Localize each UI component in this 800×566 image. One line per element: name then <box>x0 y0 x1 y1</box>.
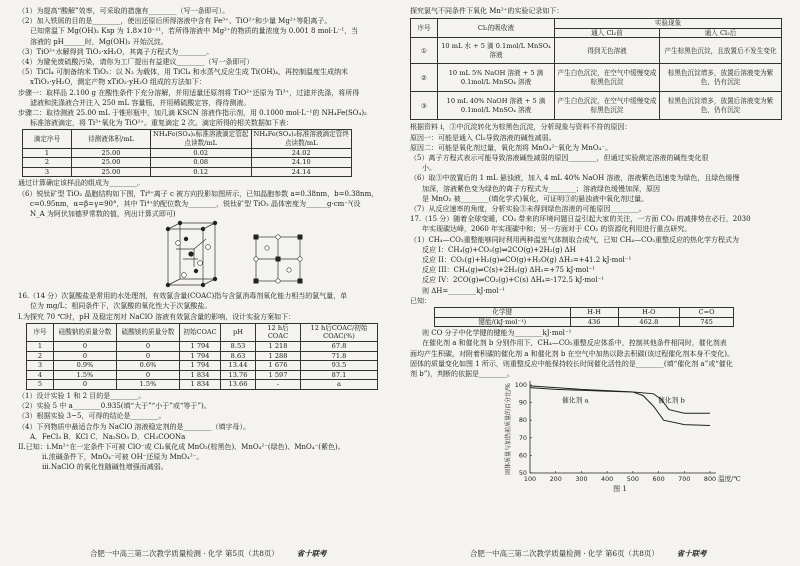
s4-options: A．FeCl₃ B．KCl C．Na₂SO₃ D．CH₃COONa <box>30 432 186 441</box>
table-cell: ② <box>411 64 438 92</box>
reaction-3: 反应 III：CH₄(g)⇌C(s)+2H₂(g) ΔH₃=+75 kJ·mol⁻¹ <box>422 266 596 275</box>
y-tick-label: 50 <box>518 469 527 478</box>
chlorine-header: 通入 Cl₂前 <box>555 28 660 38</box>
table-cell: 462.8 <box>618 317 679 327</box>
table-cell: 71.8 <box>301 351 378 361</box>
r8-text: 是 MnO₂ 被________(填化学式)氧化，可证明③的悬浊液中氧化剂过量。 <box>422 194 649 203</box>
table-cell: 3 <box>23 167 72 177</box>
table-cell: 1.5% <box>117 380 180 390</box>
table-row <box>27 370 378 380</box>
table-cell: 0 <box>54 351 117 361</box>
titration-table <box>22 129 352 177</box>
step2-text-b: 标准溶液滴定，将 Ti³⁺氧化为 TiO²⁺。重复滴定 2 次。滴定所得的相关数据如下表： <box>30 119 293 128</box>
p3-text: 固体的质量变化如图 1 所示，则重整反应中能保持较长时间催化活性的是________(填“催化剂 a”或“催化 <box>410 359 733 368</box>
p1-text: 在催化剂 a 和催化剂 b 分别作用下，CH₄—CO₂重整反应体系中，控制其他条件相同时，催化剂表 <box>422 339 727 348</box>
chlorine-header: Cl₂的吸收液 <box>438 19 555 38</box>
table-cell: 24.14 <box>251 167 352 177</box>
q2-text-c: 溶液的 pH______时，Mg(OH)₂ 开始沉淀。 <box>30 37 168 46</box>
table-cell: 0.9% <box>54 361 117 371</box>
table-cell: 436 <box>570 317 618 327</box>
table-cell: 24.02 <box>251 148 352 158</box>
q5-text-b: xTiO₂·yH₂O，测定产物 xTiO₂·yH₂O 组成的方法如下： <box>30 78 206 87</box>
table-row <box>411 64 782 92</box>
x-tick-label: 600 <box>652 475 665 484</box>
chlorine-table <box>410 18 782 120</box>
q1-text: （1）为提高“酸解”效率，可采取的措施有________（写一条即可）。 <box>18 7 230 15</box>
y-tick-label: 70 <box>518 434 527 443</box>
table-cell: 1 218 <box>256 342 301 352</box>
r9-text: （7）从反应速率的角度，分析实验③未得到绿色溶液的可能原因________。 <box>410 205 646 214</box>
table-cell: 10 mL 40% NaOH 溶液 + 5 滴 0.1mol/L MnSO₄ 溶液 <box>438 92 555 120</box>
table-cell: 745 <box>680 317 734 327</box>
chlorine-header: 序号 <box>411 19 438 38</box>
table-row <box>27 361 378 371</box>
r4-text: （5）离子方程式表示可能导致溶液碱性减弱的原因________，但通过实验测定溶液的碱性变化很 <box>410 154 709 162</box>
table-cell: 棕黑色沉淀增多，放置后溶液变为紫色，仍有沉淀 <box>660 64 782 92</box>
table-cell: - <box>256 380 301 390</box>
table-cell: 13.76 <box>221 370 256 380</box>
table-cell: 25.00 <box>72 148 151 158</box>
table-cell: 1 288 <box>256 351 301 361</box>
table-cell: 67.8 <box>301 342 378 352</box>
chlorine-header: 实验现象 <box>555 19 782 29</box>
table-cell: 1 794 <box>180 342 221 352</box>
table-cell: 0.08 <box>151 158 252 168</box>
x-axis-label: 温度/℃ <box>718 475 741 484</box>
left-footer-text: 合肥一中高三第二次教学质量检测 · 化学 第5页（共8页） <box>90 549 279 558</box>
brand-logo: 省十联考 <box>676 549 707 558</box>
bond-header: C=O <box>680 308 734 318</box>
table-row <box>23 167 352 177</box>
table-cell: 1 597 <box>256 370 301 380</box>
table-row <box>27 342 378 352</box>
known-label: 已知： <box>410 296 431 305</box>
r1-text: 根据资料 i，③中沉淀转化为棕黑色沉淀，分析现象与资料不符的原因： <box>410 123 632 132</box>
q2-text: （2）加入铁屑的目的是________，使出还原后所得溶液中含有 Fe³⁺、TiO²⁺和少量 Mg²⁺等阳离子。 <box>18 17 332 26</box>
q2-text-b: 已知常温下 Mg(OH)₂ Ksp 为 1.8×10⁻¹¹，若所得溶液中 Mg²⁺的物质的量浓度为 0.001 8 mol·L⁻¹，当 <box>30 27 359 36</box>
table-row <box>27 380 378 390</box>
table-cell: 0 <box>117 370 180 380</box>
x-tick-label: 700 <box>678 475 691 484</box>
table-cell: 0 <box>117 351 180 361</box>
stabilizer-header: 12 h后COAC/初始COAC(%) <box>301 323 378 341</box>
table-cell: 键能/(kJ·mol⁻¹) <box>435 317 571 327</box>
table-row <box>435 317 734 327</box>
reaction-2: 反应 II：CO₂(g)+H₂(g)⇌CO(g)+H₂O(g) ΔH₂=+41.2 kJ·mol⁻¹ <box>422 256 632 265</box>
q17-text-c: （1）CH₄—CO₂重整能够同时利用两种温室气体制取合成气，已知 CH₄—CO₂重整反应的热化学方程式为 <box>410 235 740 244</box>
step1-text: 步骤一：取样品 2.100 g 在酸性条件下充分溶解，并用适量还原剂将 TiO²⁺还原为 Ti³⁺，过滤并洗涤，将所得 <box>18 88 360 97</box>
table-cell: 1 794 <box>180 361 221 371</box>
step1-text-b: 滤液和洗涤液合并注入 250 mL 容量瓶，并用稀硫酸定容，得待测液。 <box>30 98 251 107</box>
chart-series <box>530 386 710 426</box>
step2-text: 步骤二：取待测液 25.00 mL 于锥形瓶中，加几滴 KSCN 溶液作指示剂，用 0.1000 mol·L⁻¹的 NH₄Fe(SO₄)₂ <box>18 109 367 118</box>
table-cell: 93.5 <box>301 361 378 371</box>
y-tick-label: 80 <box>518 416 527 425</box>
table-cell: 24.10 <box>251 158 352 168</box>
table-cell: 产生棕黑色沉淀，且放置后不发生变化 <box>660 38 782 64</box>
stabilizer-table <box>26 323 378 390</box>
r3-text: 原因二：可能是氧化剂过量，氧化剂将 MnO₄²⁻氧化为 MnO₄⁻。 <box>410 143 613 152</box>
series-label-b: 催化剂 b <box>658 396 685 405</box>
ii3-text: iii.NaClO 的氧化性随碱性增强而减弱。 <box>42 463 168 472</box>
q5-text: （5）TiCl₄ 可制备纳米 TiO₂：以 N₂ 为载体，用 TiCl₄ 和水蒸气反应生成 Ti(OH)₄，再控制温度生成纳米 <box>18 68 349 77</box>
r2-text: 原因一：可能是通入 Cl₂导致溶液的碱性减弱。 <box>410 133 556 142</box>
right-footer <box>470 548 706 559</box>
x-tick-label: 300 <box>575 475 588 484</box>
table-row <box>411 92 782 120</box>
s1-text: （1）设计实验 1 和 2 目的是________。 <box>18 391 146 400</box>
mn-intro: 探究氯气不同条件下氧化 Mn²⁺的实验记录如下： <box>410 7 564 15</box>
q3-text: （3）TiO²⁺水解得到 TiO₂·xH₂O，其离子方程式为________。 <box>18 47 214 56</box>
table-cell: 0.12 <box>151 167 252 177</box>
table-cell: 25.00 <box>72 167 151 177</box>
bond-header-row <box>435 308 734 318</box>
s4-text: （4）下列物质中最适合作为 NaClO 溶液稳定剂的是________（填字母）。 <box>18 422 251 431</box>
bond-header: H-H <box>570 308 618 318</box>
x-tick-label: 200 <box>549 475 562 484</box>
q6-text: （6）锐钛矿型 TiO₂ 晶胞结构如下图，Ti⁴⁺离子 c 被方向投影如图所示，已知晶胞参数 a=0.38nm，b=0.38nm， <box>18 189 379 198</box>
table-cell: 1 834 <box>180 380 221 390</box>
x-tick-label: 100 <box>523 475 537 484</box>
reaction-1: 反应 I：CH₄(g)+CO₂(g)⇌2CO(g)+2H₂(g) ΔH <box>422 245 576 254</box>
table-cell: 0 <box>54 380 117 390</box>
ii2-text: ii.浓碱条件下，MnO₄⁻可被 OH⁻还原为 MnO₄²⁻。 <box>42 453 204 462</box>
table-cell: 1 <box>27 342 54 352</box>
q16-text-b: 位为 mg/L；相同条件下，次氯酸的氧化性大于次氯酸盐。 <box>30 302 212 311</box>
x-tick-label: 500 <box>626 475 639 484</box>
table-cell: 87.1 <box>301 370 378 380</box>
bond-energy-table <box>434 307 734 327</box>
stabilizer-header: 初始COAC <box>180 323 221 341</box>
q17-text: 17.（15 分）随着全球变暖，CO₂ 带来的环境问题日益引起大家的关注，一方面 CO₂ 的减排势在必行，2030 <box>410 215 751 224</box>
table-cell: 13.44 <box>221 361 256 371</box>
chlorine-header-row <box>411 19 782 29</box>
table-cell: 10 mL 5% NaOH 溶液 + 5 滴 0.1mol/L MnSO₄ 溶液 <box>438 64 555 92</box>
y-tick-label: 90 <box>518 398 527 407</box>
table-cell: 1 834 <box>180 370 221 380</box>
ii1-text: II.已知：i.Mn²⁺在一定条件下可被 ClO⁻或 Cl₂氧化成 MnO₂(棕黑色)、MnO₄²⁻(绿色)、MnO₄⁻(紫色)。 <box>18 443 345 451</box>
p2-text: 面均产生积碳，对附着积碳的催化剂 a 和催化剂 b 在空气中加热以除去积碳(该过程催化剂本身不变化)。 <box>410 349 735 358</box>
table-cell: 4 <box>27 370 54 380</box>
x-tick-label: 400 <box>601 475 614 484</box>
y-tick-label: 100 <box>514 381 527 390</box>
table-cell: 得到无色溶液 <box>555 38 660 64</box>
mass-temperature-chart <box>410 379 784 497</box>
table-cell: 0.02 <box>151 148 252 158</box>
chart-labels <box>504 381 741 493</box>
table-cell: 0 <box>117 342 180 352</box>
left-page <box>18 6 390 473</box>
chart-axes <box>530 381 716 473</box>
table-cell: ③ <box>411 92 438 120</box>
q16-text-c: I.为探究 70 ℃时，pH 及稳定剂对 NaClO 溶液有效氯含量的影响，设计实验方案如下： <box>18 312 296 321</box>
table-cell: ① <box>411 38 438 64</box>
table-cell: 25.00 <box>72 158 151 168</box>
stabilizer-header: 序号 <box>27 323 54 341</box>
bond-header: 化学键 <box>435 308 571 318</box>
table-cell: 1 676 <box>256 361 301 371</box>
q17-text-b: 年实现碳达峰，2060 年实现碳中和；另一方面对于 CO₂ 的资源化利用进行重点研究。 <box>422 225 692 234</box>
r6-text: （6）取③中放置后的 1 mL 悬浊液，加入 4 mL 40% NaOH 溶液，溶液紫色迅速变为绿色，且绿色缓慢 <box>410 174 740 183</box>
table-cell: 5 <box>27 380 54 390</box>
table-cell: 8.53 <box>221 342 256 352</box>
y-tick-label: 60 <box>518 451 527 460</box>
table-cell: 1 <box>23 148 72 158</box>
q16-text: 16.（14 分）次氯酸盐是常用的水处理剂，有效氯含量(COAC)指与含氯消毒剂氧化能力相当的氯气量，单 <box>18 292 348 301</box>
table-cell: 2 <box>27 351 54 361</box>
titration-header: NH₄Fe(SO₄)₂标准溶液滴定管起点读数/mL <box>151 130 252 148</box>
p4-text: 剂 b”)，判断的依据是________。 <box>410 370 515 379</box>
table-row <box>27 351 378 361</box>
table-cell: 产生白色沉淀，在空气中缓慢变成棕黑色沉淀 <box>555 92 660 120</box>
table-cell: 13.66 <box>221 380 256 390</box>
titration-header: NH₄Fe(SO₄)₂标准溶液滴定管终点读数/mL <box>251 130 352 148</box>
table-cell: a <box>301 380 378 390</box>
co-bond-text: 则 CO 分子中化学键的键能为________kJ·mol⁻¹ <box>422 329 572 338</box>
right-footer-text: 合肥一中高三第二次教学质量检测 · 化学 第6页（共8页） <box>470 549 659 558</box>
table-cell: 3 <box>27 361 54 371</box>
left-footer <box>90 548 326 559</box>
table-cell: 2 <box>23 158 72 168</box>
table-cell: 1 794 <box>180 351 221 361</box>
s2-text: （2）实验 5 中 a________0.935(填“大于”“小于”或“等于”)。 <box>18 402 211 411</box>
q4-text: （4）为避免废硫酸污染，请你为工厂提出有益建议________（写一条即可） <box>18 58 254 67</box>
table-cell: 棕黑色沉淀增多，放置后溶液变为紫色，仍有沉淀 <box>660 92 782 120</box>
table-cell: 0.6% <box>117 361 180 371</box>
q6-text-b: c=0.95nm，α=β=γ=90°，其中 Ti⁴⁺的配位数为________，锐钛矿型 TiO₂ 晶体密度为______g·cm⁻³(设 <box>30 199 361 208</box>
x-tick-label: 800 <box>703 475 717 484</box>
titration-header-row <box>23 130 352 148</box>
table-row <box>23 158 352 168</box>
r7-text: 加深，溶液紫色变为绿色的离子方程式为________；溶液绿色缓慢加深，原因 <box>422 184 660 193</box>
table-cell: 产生白色沉淀，在空气中缓慢变成棕黑色沉淀 <box>555 64 660 92</box>
y-axis-label: 固体质量与加热前质量的百分比/% <box>505 383 512 476</box>
table-cell: 8.63 <box>221 351 256 361</box>
stabilizer-header: 硫酸镁的质量分数 <box>117 323 180 341</box>
r5-text: 小。 <box>422 164 436 173</box>
stabilizer-header: 12 h后COAC <box>256 323 301 341</box>
titration-header: 待测液体积/mL <box>72 130 151 148</box>
brand-logo: 省十联考 <box>296 549 327 558</box>
bond-header: H-O <box>618 308 679 318</box>
table-cell: 10 mL 水 + 5 滴 0.1mol/L MnSO₄ 溶液 <box>438 38 555 64</box>
right-page <box>410 6 784 497</box>
chart-title: 图 1 <box>613 485 627 494</box>
chlorine-header: 通入 Cl₂后 <box>660 28 782 38</box>
crystal-cell-figure <box>18 219 390 291</box>
table-row <box>23 148 352 158</box>
table-cell: 0 <box>54 342 117 352</box>
titration-header: 滴定序号 <box>23 130 72 148</box>
stabilizer-header: 硅酸钠的质量分数 <box>54 323 117 341</box>
q5c-text: 通过计算确定该样品的组成为________。 <box>18 179 144 188</box>
reaction-dh: 则 ΔH=________kJ·mol⁻¹ <box>422 286 506 295</box>
series-label-a: 催化剂 a <box>562 396 589 405</box>
s3-text: （3）根据实验 3~5，可得的结论是________。 <box>18 412 166 421</box>
table-row <box>411 38 782 64</box>
q6-text-c: N_A 为阿伏加德罗常数的值，列出计算式即可) <box>30 210 176 219</box>
reaction-4: 反应 IV：2CO(g)⇌CO₂(g)+C(s) ΔH₄=-172.5 kJ·mol⁻¹ <box>422 276 605 285</box>
stabilizer-header: pH <box>221 323 256 341</box>
table-cell: 1.5% <box>54 370 117 380</box>
stabilizer-header-row <box>27 323 378 341</box>
